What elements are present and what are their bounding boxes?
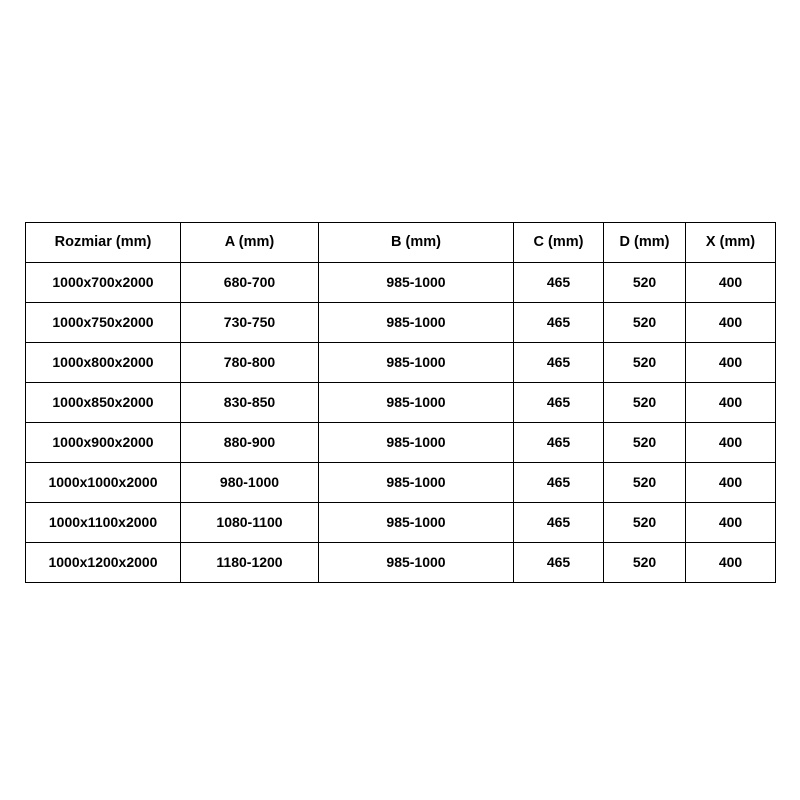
cell-b: 985-1000 [319, 503, 514, 543]
cell-rozmiar: 1000x700x2000 [26, 263, 181, 303]
cell-c: 465 [514, 383, 604, 423]
cell-rozmiar: 1000x900x2000 [26, 423, 181, 463]
cell-c: 465 [514, 423, 604, 463]
cell-x: 400 [686, 543, 776, 583]
cell-a: 680-700 [181, 263, 319, 303]
cell-b: 985-1000 [319, 343, 514, 383]
cell-x: 400 [686, 463, 776, 503]
cell-d: 520 [604, 343, 686, 383]
cell-b: 985-1000 [319, 263, 514, 303]
cell-c: 465 [514, 303, 604, 343]
cell-c: 465 [514, 463, 604, 503]
column-header-c: C (mm) [514, 223, 604, 263]
cell-d: 520 [604, 263, 686, 303]
cell-a: 830-850 [181, 383, 319, 423]
cell-c: 465 [514, 263, 604, 303]
cell-rozmiar: 1000x1000x2000 [26, 463, 181, 503]
cell-d: 520 [604, 543, 686, 583]
cell-d: 520 [604, 303, 686, 343]
cell-x: 400 [686, 303, 776, 343]
column-header-rozmiar: Rozmiar (mm) [26, 223, 181, 263]
cell-a: 1080-1100 [181, 503, 319, 543]
cell-c: 465 [514, 503, 604, 543]
column-header-d: D (mm) [604, 223, 686, 263]
cell-rozmiar: 1000x750x2000 [26, 303, 181, 343]
table-row [26, 263, 776, 303]
table-body [26, 263, 776, 583]
cell-rozmiar: 1000x800x2000 [26, 343, 181, 383]
column-header-b: B (mm) [319, 223, 514, 263]
cell-b: 985-1000 [319, 423, 514, 463]
cell-b: 985-1000 [319, 463, 514, 503]
table-row [26, 463, 776, 503]
cell-a: 780-800 [181, 343, 319, 383]
cell-d: 520 [604, 423, 686, 463]
cell-a: 730-750 [181, 303, 319, 343]
cell-b: 985-1000 [319, 543, 514, 583]
table-row [26, 543, 776, 583]
cell-x: 400 [686, 423, 776, 463]
table-row [26, 383, 776, 423]
cell-c: 465 [514, 343, 604, 383]
dimensions-table-container [25, 222, 775, 583]
column-header-x: X (mm) [686, 223, 776, 263]
cell-x: 400 [686, 263, 776, 303]
cell-x: 400 [686, 503, 776, 543]
cell-x: 400 [686, 383, 776, 423]
table-header [26, 223, 776, 263]
cell-rozmiar: 1000x1200x2000 [26, 543, 181, 583]
cell-rozmiar: 1000x1100x2000 [26, 503, 181, 543]
table-row [26, 343, 776, 383]
table-row [26, 303, 776, 343]
cell-b: 985-1000 [319, 303, 514, 343]
cell-rozmiar: 1000x850x2000 [26, 383, 181, 423]
cell-c: 465 [514, 543, 604, 583]
cell-a: 1180-1200 [181, 543, 319, 583]
table-header-row [26, 223, 776, 263]
cell-d: 520 [604, 383, 686, 423]
cell-d: 520 [604, 463, 686, 503]
cell-a: 980-1000 [181, 463, 319, 503]
table-row [26, 503, 776, 543]
cell-x: 400 [686, 343, 776, 383]
cell-a: 880-900 [181, 423, 319, 463]
table-row [26, 423, 776, 463]
cell-d: 520 [604, 503, 686, 543]
cell-b: 985-1000 [319, 383, 514, 423]
column-header-a: A (mm) [181, 223, 319, 263]
dimensions-table [25, 222, 776, 583]
